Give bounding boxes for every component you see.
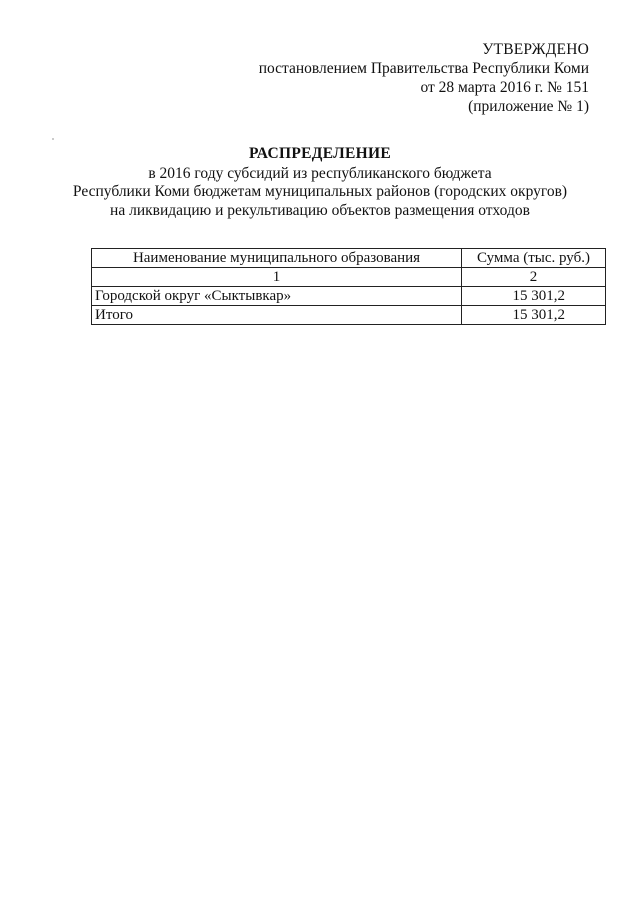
total-label: Итого [92,306,462,325]
document-subtitle-line: в 2016 году субсидий из республиканского бюджета [148,164,492,182]
column-number-2: 2 [462,268,606,287]
approval-line-appendix: (приложение № 1) [468,98,589,115]
scan-speck [52,138,54,140]
header-amount: Сумма (тыс. руб.) [462,249,606,268]
document-subtitle-line: Республики Коми бюджетам муниципальных районов (городских округов) [72,183,568,200]
approval-line-date: от 28 марта 2016 г. № 151 [420,79,589,96]
table-total-row [92,306,606,325]
document-heading [0,145,640,220]
distribution-table [91,248,606,325]
table-header-row [92,249,606,268]
column-number-1: 1 [92,268,462,287]
total-amount: 15 301,2 [462,306,606,325]
table-row [92,287,606,306]
document-subtitle-line: на ликвидацию и рекультивацию объектов размещения отходов [110,201,530,219]
subsidy-amount: 15 301,2 [462,287,606,306]
document-title: РАСПРЕДЕЛЕНИЕ [249,145,391,162]
municipality-name: Городской округ «Сыктывкар» [92,287,462,306]
approval-title: УТВЕРЖДЕНО [482,41,589,58]
header-municipality: Наименование муниципального образования [92,249,462,268]
approval-line-resolution: постановлением Правительства Республики Коми [258,60,589,77]
table-column-number-row [92,268,606,287]
approval-stamp [259,40,589,116]
